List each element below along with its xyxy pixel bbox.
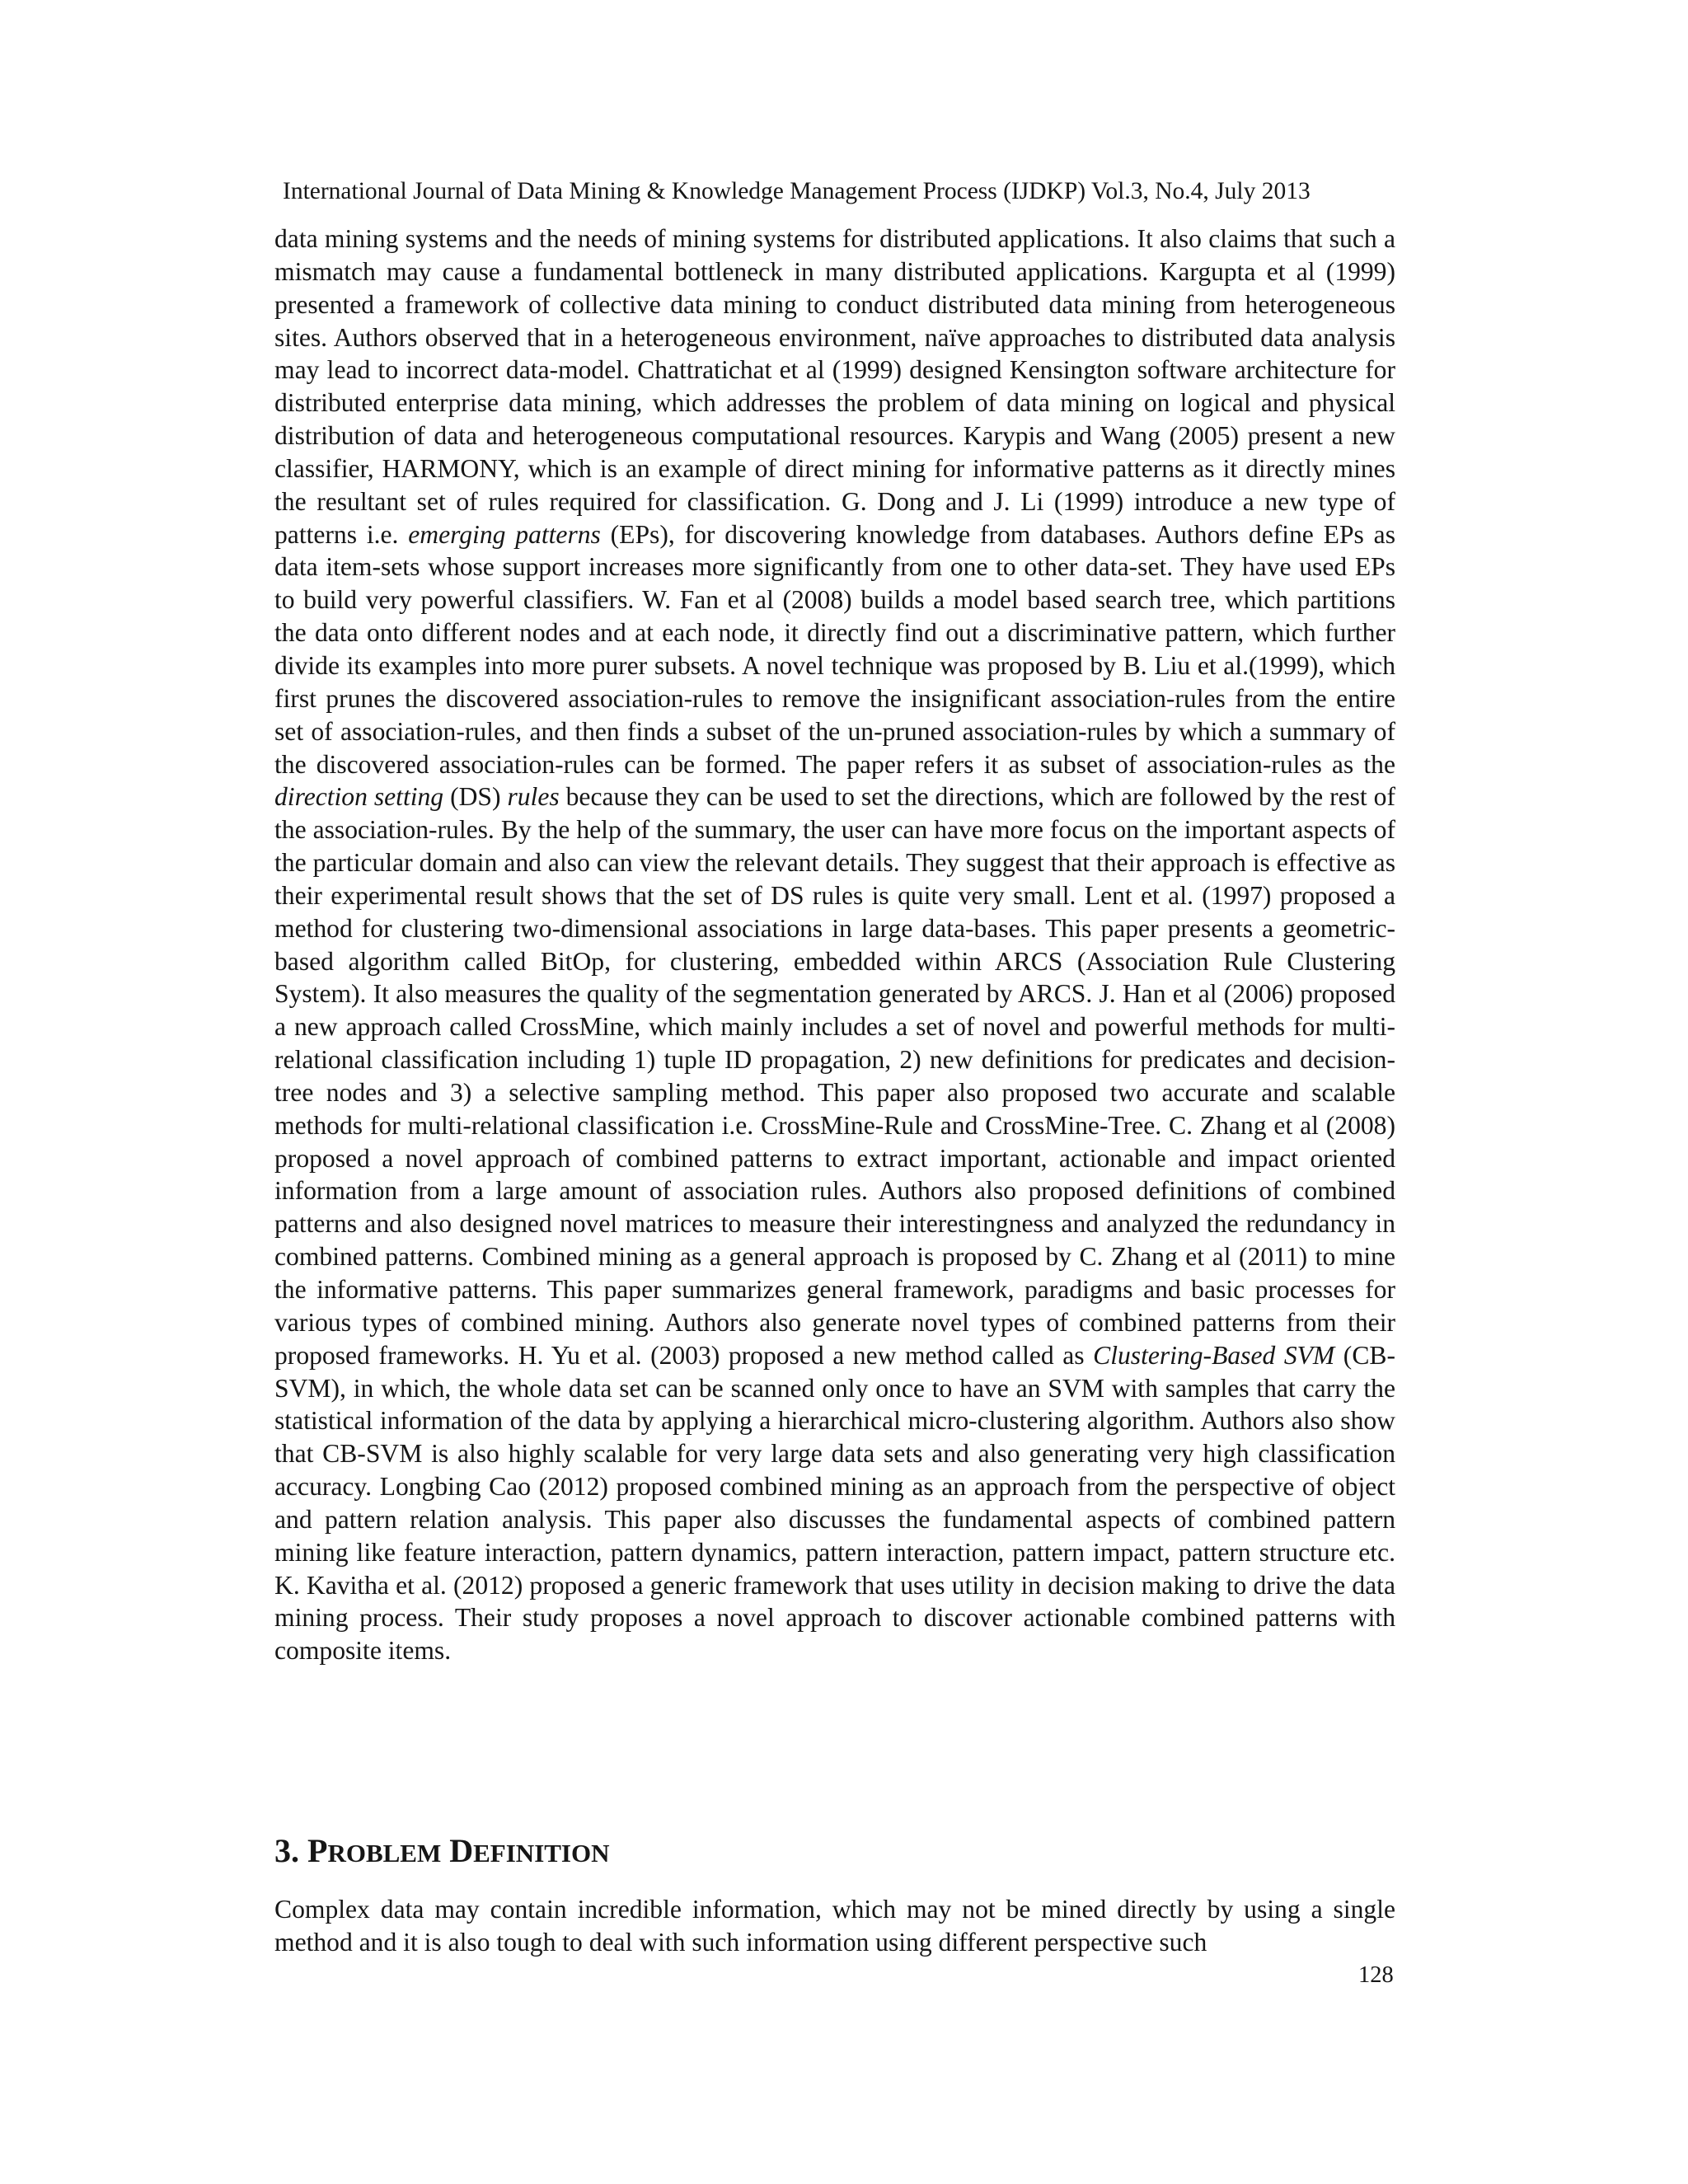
heading-initial: P	[307, 1832, 328, 1869]
section-paragraph: Complex data may contain incredible information, which may not be mined directly by using a single method and it is also tough to deal with such information using different perspective such	[274, 1895, 1395, 1957]
section-number: 3.	[274, 1832, 299, 1869]
heading-smallcaps: EFINITION	[473, 1839, 610, 1868]
heading-initial: D	[449, 1832, 474, 1869]
running-header: International Journal of Data Mining & Knowledge Management Process (IJDKP) Vol.3, No.4, July 2013	[283, 178, 1311, 204]
text-run: (DS)	[443, 782, 508, 812]
heading-smallcaps: ROBLEM	[327, 1839, 442, 1868]
text-run: (CB-SVM), in which, the whole data set can be scanned only once to have an SVM with samples that carry the statistical information of the data by applying a hierarchical micro-clustering algorithm. Authors also show that CB-SVM is also highly scalable for very large data sets and also generating very high classification accuracy. Longbing Cao (2012) proposed combined mining as an approach from the perspective of object and pattern relation analysis. This paper also discusses the fundamental aspects of combined pattern mining like feature interaction, pattern dynamics, pattern interaction, pattern impact, pattern structure etc. K. Kavitha et al. (2012) proposed a generic framework that uses utility in decision making to drive the data mining process. Their study proposes a novel approach to discover actionable combined patterns with composite items.	[274, 1340, 1395, 1666]
body-paragraph	[274, 223, 1395, 1667]
italic-term-cb-svm: Clustering-Based SVM	[1093, 1340, 1335, 1370]
section-heading-problem-definition	[274, 1830, 610, 1875]
text-run: (EPs), for discovering knowledge from databases. Authors define EPs as data item-sets whose support increases more significantly from one to other data-set. They have used EPs to build very powerful classifiers. W. Fan et al (2008) builds a model based search tree, which partitions the data onto different nodes and at each node, it directly find out a discriminative pattern, which further divide its examples into more purer subsets. A novel technique was proposed by B. Liu et al.(1999), which first prunes the discovered association-rules to remove the insignificant association-rules from the entire set of association-rules, and then finds a subset of the un-pruned association-rules by which a summary of the discovered association-rules can be formed. The paper refers it as subset of association-rules as the	[274, 519, 1395, 779]
text-run: data mining systems and the needs of mining systems for distributed applications. It also claims that such a mismatch may cause a fundamental bottleneck in many distributed applications. Kargupta et al (1999) presented a framework of collective data mining to conduct distributed data mining from heterogeneous sites. Authors observed that in a heterogeneous environment, naïve approaches to distributed data analysis may lead to incorrect data-model. Chattratichat et al (1999) designed Kensington software architecture for distributed enterprise data mining, which addresses the problem of data mining on logical and physical distribution of data and heterogeneous computational resources. Karypis and Wang (2005) present a new classifier, HARMONY, which is an example of direct mining for informative patterns as it directly mines the resultant set of rules required for classification. G. Dong and J. Li (1999) introduce a new type of patterns i.e.	[274, 224, 1395, 549]
italic-term-direction-setting: direction setting	[274, 782, 444, 812]
text-run: because they can be used to set the directions, which are followed by the rest of the association-rules. By the help of the summary, the user can have more focus on the important aspects of the particular domain and also can view the relevant details. They suggest that their approach is effective as their experimental result shows that the set of DS rules is quite very small. Lent et al. (1997) proposed a method for clustering two-dimensional associations in large data-bases. This paper presents a geometric-based algorithm called BitOp, for clustering, embedded within ARCS (Association Rule Clustering System). It also measures the quality of the segmentation generated by ARCS. J. Han et al (2006) proposed a new approach called CrossMine, which mainly includes a set of novel and powerful methods for multi-relational classification including 1) tuple ID propagation, 2) new definitions for predicates and decision-tree nodes and 3) a selective sampling method. This paper also proposed two accurate and scalable methods for multi-relational classification i.e. CrossMine-Rule and CrossMine-Tree. C. Zhang et al (2008) proposed a novel approach of combined patterns to extract important, actionable and impact oriented information from a large amount of association rules. Authors also proposed definitions of combined patterns and also designed novel matrices to measure their interestingness and analyzed the redundancy in combined patterns. Combined mining as a general approach is proposed by C. Zhang et al (2011) to mine the informative patterns. This paper summarizes general framework, paradigms and basic processes for various types of combined mining. Authors also generate novel types of combined patterns from their proposed frameworks. H. Yu et al. (2003) proposed a new method called as	[274, 782, 1395, 1370]
italic-term-emerging-patterns: emerging patterns	[408, 519, 601, 549]
italic-term-rules: rules	[507, 782, 560, 812]
page-number: 128	[1358, 1962, 1394, 1988]
